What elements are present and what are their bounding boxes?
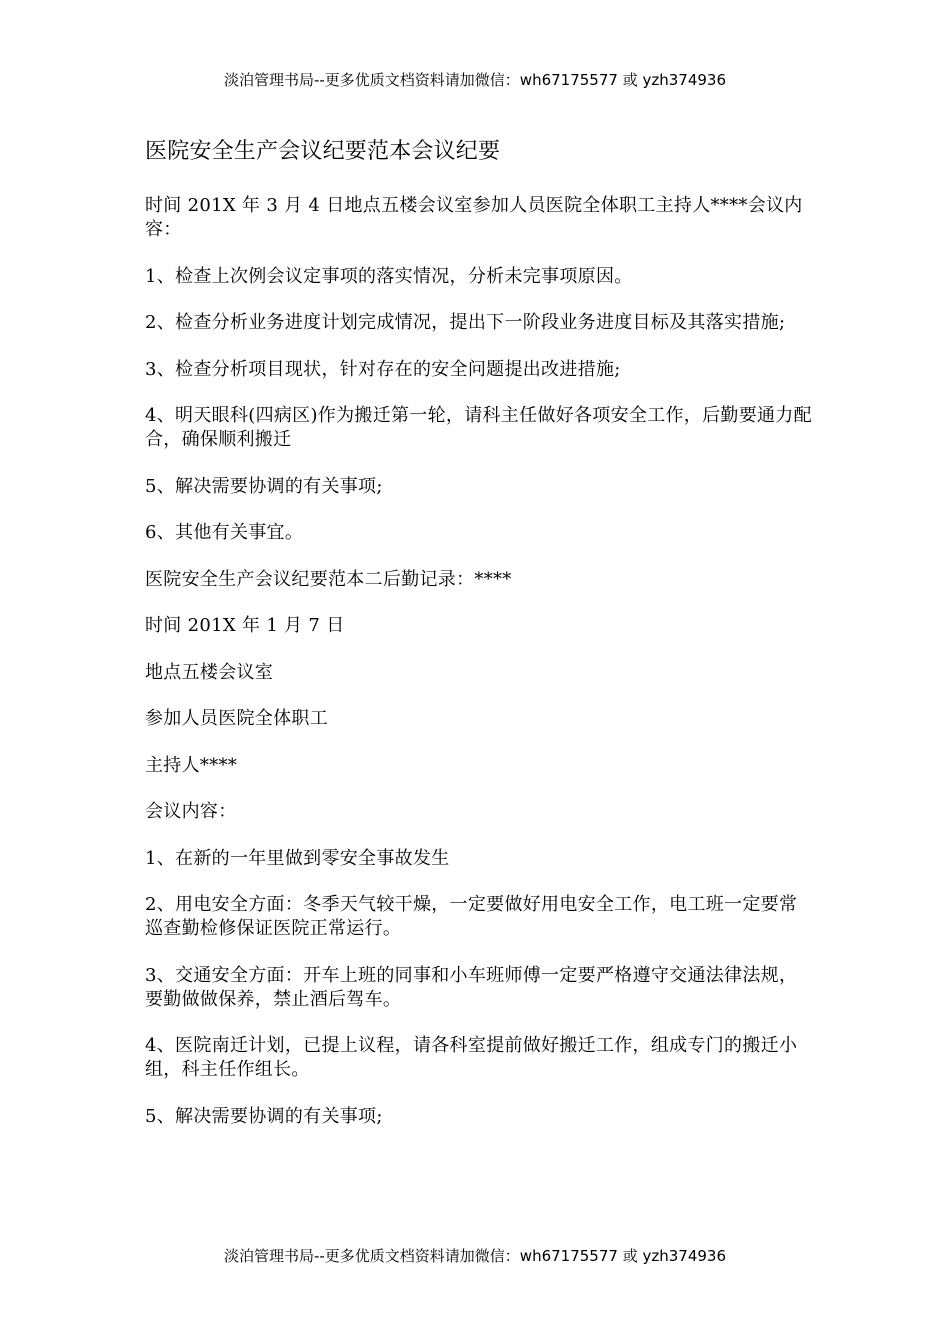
paragraph: 参加人员医院全体职工 [145, 708, 328, 729]
page-footer: 淡泊管理书局--更多优质文档资料请加微信：wh67175577 或 yzh374936 [223, 1247, 726, 1265]
paragraph: 3、交通安全方面：开车上班的同事和小车班师傅一定要严格遵守交通法律法规，要勤做做保养，禁止酒后驾车。 [145, 964, 798, 1010]
paragraph: 4、医院南迁计划，已提上议程，请各科室提前做好搬迁工作，组成专门的搬迁小组，科主任作组长。 [145, 1035, 798, 1080]
paragraph: 会议内容： [145, 801, 237, 822]
paragraph: 1、在新的一年里做到零安全事故发生 [145, 847, 450, 869]
paragraph: 2、检查分析业务进度计划完成情况，提出下一阶段业务进度目标及其落实措施; [145, 312, 786, 333]
paragraph: 6、其他有关事宜。 [145, 522, 304, 543]
paragraph: 1、检查上次例会议定事项的落实情况，分析未完事项原因。 [145, 265, 633, 287]
paragraph: 时间 201X 年 3 月 4 日地点五楼会议室参加人员医院全体职工主持人****会议内容： [145, 195, 803, 240]
document-body [145, 136, 815, 1151]
paragraph: 4、明天眼科(四病区)作为搬迁第一轮，请科主任做好各项安全工作，后勤要通力配合，确保顺利搬迁 [145, 405, 812, 450]
paragraph: 主持人**** [145, 754, 238, 776]
paragraph: 时间 201X 年 1 月 7 日 [145, 615, 345, 636]
page-header: 淡泊管理书局--更多优质文档资料请加微信：wh67175577 或 yzh374936 [223, 71, 726, 89]
document-title: 医院安全生产会议纪要范本会议纪要 [145, 139, 501, 164]
paragraph: 地点五楼会议室 [145, 661, 274, 683]
paragraph: 5、解决需要协调的有关事项; [145, 475, 383, 497]
paragraph: 医院安全生产会议纪要范本二后勤记录：**** [145, 568, 512, 590]
paragraph: 2、用电安全方面：冬季天气较干燥，一定要做好用电安全工作，电工班一定要常巡查勤检修保证医院正常运行。 [145, 894, 798, 939]
paragraph: 3、检查分析项目现状，针对存在的安全问题提出改进措施; [145, 358, 621, 380]
paragraph: 5、解决需要协调的有关事项; [145, 1105, 383, 1127]
